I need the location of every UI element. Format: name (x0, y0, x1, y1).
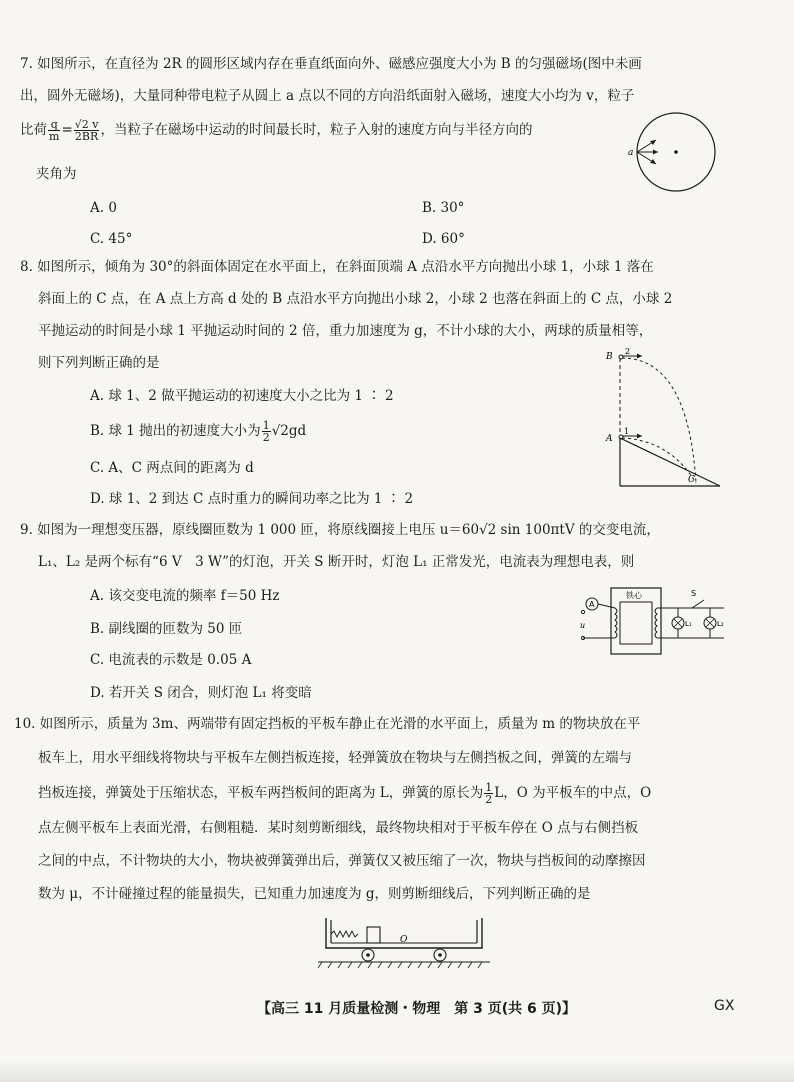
q8-label-2: 2 (625, 347, 631, 356)
q7-option-a[interactable]: A. 0 (90, 200, 117, 216)
q9-option-d[interactable]: D. 若开关 S 闭合，则灯泡 L₁ 将变暗 (90, 685, 312, 701)
q7-frac2-num: √2 v (74, 118, 99, 131)
q9-option-a[interactable]: A. 该交变电流的频率 f＝50 Hz (90, 588, 280, 604)
q8-option-b-den: 2 (262, 431, 270, 444)
q8-line3: 平抛运动的时间是小球 1 平抛运动时间的 2 倍，重力加速度为 g，不计小球的大小，两球的质量相等， (38, 323, 653, 339)
q10-fraction (484, 782, 493, 805)
q7-eq: = (61, 122, 73, 138)
q7-center-dot (674, 150, 678, 154)
q8-label-b: B (606, 352, 613, 362)
q10-line4: 点左侧平板车上表面光滑，右侧粗糙．某时刻剪断细线，最终物块相对于平板车停在 O 点与右侧挡板 (38, 820, 639, 836)
q8-option-b-pre: B. 球 1 抛出的初速度大小为 (90, 423, 261, 439)
q9-lamp-l1-filament (674, 619, 682, 627)
q8-option-b-fraction (262, 420, 271, 443)
q8-option-b[interactable] (90, 420, 306, 443)
q9-line1: 9. 如图为一理想变压器，原线圈匝数为 1 000 匝，将原线圈接上电压 u＝60√2 sin 100πtV 的交变电流， (20, 522, 660, 538)
q10-ground-hatch (318, 962, 482, 968)
q7-magnetic-field-figure (628, 110, 720, 196)
q7-option-d[interactable]: D. 60° (422, 231, 465, 247)
q9-core-label: 铁心 (626, 591, 642, 600)
q10-line3-post: L，O 为平板车的中点，O (494, 785, 652, 801)
q10-spring (331, 931, 358, 937)
q10-line3 (38, 782, 651, 805)
q10-line1: 10. 如图所示，质量为 3m、两端带有固定挡板的平板车静止在光滑的水平面上，质量为 m 的物块放在平 (14, 716, 641, 732)
q7-line1: 7. 如图所示，在直径为 2R 的圆形区域内存在垂直纸面向外、磁感应强度大小为 B 的匀强磁场(图中未画 (20, 56, 642, 72)
q9-secondary-coil (655, 608, 657, 638)
q8-ball1-arrowhead (637, 434, 642, 439)
q7-line3-pre: 比荷 (20, 122, 47, 138)
q8-ball2 (619, 355, 623, 359)
q8-option-c[interactable]: C. A、C 两点间的距离为 d (90, 460, 254, 476)
q10-wheel-right-hub (438, 953, 442, 957)
q9-switch-label: S (691, 589, 697, 598)
q7-ratio-fraction (74, 119, 100, 142)
q8-option-a[interactable]: A. 球 1、2 做平抛运动的初速度大小之比为 1 ∶ 2 (90, 388, 394, 404)
q9-l1-label: L₁ (685, 620, 692, 628)
q10-o-label: O (400, 935, 408, 945)
q9-u-label: u (580, 621, 586, 630)
q9-lamp-l2-filament (706, 619, 714, 627)
q8-option-b-post: √2gd (271, 423, 307, 439)
q7-line2: 出，圆外无磁场)，大量同种带电粒子从圆上 a 点以不同的方向沿纸面射入磁场，速度大小均为 v，粒子 (20, 88, 635, 104)
q9-primary-wire-top (598, 604, 615, 608)
q9-switch (692, 600, 704, 608)
q7-charge-mass-fraction (48, 119, 60, 142)
q7-frac-num: q (48, 119, 60, 131)
q8-line2: 斜面上的 C 点，在 A 点上方高 d 处的 B 点沿水平方向抛出小球 2，小球 2 也落在斜面上的 C 点，小球 2 (38, 291, 673, 307)
page-footer: 【高三 11 月质量检测・物理 第 3 页(共 6 页)】 (257, 1001, 577, 1017)
q9-ammeter-label: A (589, 600, 595, 609)
q8-line1: 8. 如图所示，倾角为 30°的斜面体固定在水平面上，在斜面顶端 A 点沿水平方向抛出小球 1，小球 1 落在 (20, 259, 654, 275)
q7-option-c[interactable]: C. 45° (90, 231, 133, 247)
q9-primary-coil (615, 608, 617, 638)
q8-label-1: 1 (624, 427, 630, 436)
q7-frac-den: m (49, 130, 60, 143)
q10-frac-num: 1 (485, 781, 493, 794)
q8-incline-surface (620, 438, 720, 486)
q9-line2: L₁、L₂ 是两个标有“6 V 3 W”的灯泡，开关 S 断开时，灯泡 L₁ 正常发光，电流表为理想电表，则 (38, 554, 635, 570)
q10-frac-den: 2 (485, 793, 493, 806)
q9-l2-label: L₂ (717, 620, 724, 628)
q10-line3-pre: 挡板连接，弹簧处于压缩状态，平板车两挡板间的距离为 L，弹簧的原长为 (38, 785, 484, 801)
q8-ball2-arrowhead (637, 354, 642, 359)
q10-wheel-left-hub (366, 953, 370, 957)
q7-arrowhead-3 (650, 159, 656, 164)
q8-label-a: A (606, 434, 613, 444)
q10-line2: 板车上，用水平细线将物块与平板车左侧挡板连接，轻弹簧放在物块与左侧挡板之间，弹簧的左端与 (38, 750, 632, 766)
q8-option-d[interactable]: D. 球 1、2 到达 C 点时重力的瞬间功率之比为 1 ∶ 2 (90, 491, 414, 507)
q10-line5: 之间的中点，不计物块的大小，物块被弹簧弹出后，弹簧仅又被压缩了一次，物块与挡板间的动摩擦因 (38, 853, 646, 869)
scan-edge-shadow (0, 1060, 794, 1082)
q7-arrowhead-1 (650, 140, 656, 145)
q8-label-c: C (688, 475, 695, 485)
q9-transformer-figure (578, 582, 728, 660)
q10-cart-figure (316, 914, 492, 970)
q7-frac2-den: 2BR (74, 130, 99, 143)
q9-option-c[interactable]: C. 电流表的示数是 0.05 A (90, 652, 252, 668)
q8-option-b-num: 1 (262, 419, 270, 432)
q9-option-b[interactable]: B. 副线圈的匝数为 50 匝 (90, 621, 243, 637)
q9-iron-core-inner (620, 602, 652, 644)
footer-code: GX (714, 998, 735, 1014)
q10-block (367, 927, 380, 943)
q7-line3-post: ，当粒子在磁场中运动的时间最长时，粒子入射的速度方向与半径方向的 (100, 122, 533, 138)
q8-line4: 则下列判断正确的是 (38, 355, 160, 371)
q7-line3 (20, 119, 532, 142)
q7-line4: 夹角为 (36, 166, 77, 182)
q7-arrowhead-2 (653, 150, 658, 155)
q9-terminal-top (581, 610, 584, 613)
q8-incline-figure (600, 348, 724, 490)
q7-option-b[interactable]: B. 30° (422, 200, 465, 216)
q7-point-a-label: a (628, 148, 634, 158)
q10-line6: 数为 μ，不计碰撞过程的能量损失，已知重力加速度为 g，则剪断细线后，下列判断正确的是 (38, 886, 591, 902)
q8-trajectory-ball2 (622, 358, 696, 483)
